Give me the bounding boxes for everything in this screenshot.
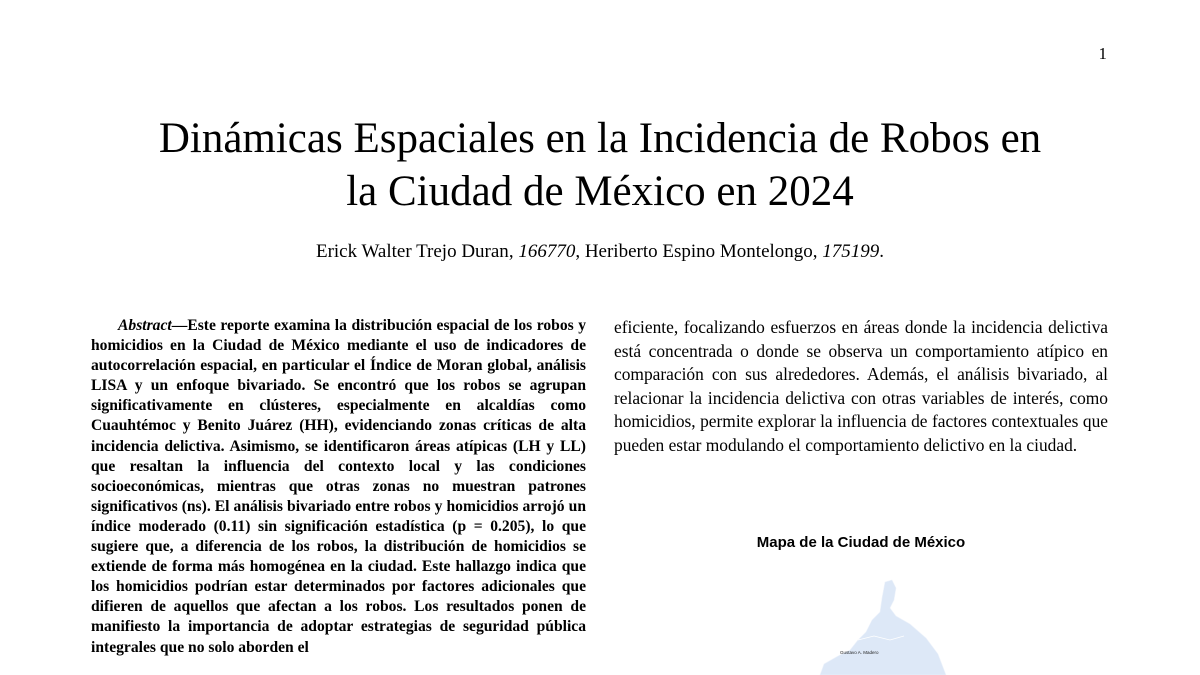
abstract — [91, 316, 586, 658]
paper-title — [0, 112, 1200, 218]
map-region-shape — [820, 580, 946, 675]
abstract-body: Este reporte examina la distribución espacial de los robos y homicidios en la Ciudad de México mediante el uso de indicadores de autocorrelación espacial, en particular el Índice de Moran global, análisis LISA y un enfoque bivariado. Se encontró que los robos se agrupan significativamente en clústeres, especialmente en alcaldías como Cuauhtémoc y Benito Juárez (HH), evidenciando zonas críticas de alta incidencia delictiva. Asimismo, se identificaron áreas atípicas (LH y LL) que resaltan la influencia del contexto local y las condiciones socioeconómicas, mientras que otras zonas no muestran patrones significativos (ns). El análisis bivariado entre robos y homicidios arrojó un índice moderado (0.11) sin significación estadística (p = 0.205), lo que sugiere que, a diferencia de los robos, la distribución de homicidios se extiende de forma más homogénea en la ciudad. Este hallazgo indica que los homicidios podrían estar determinados por factores adicionales que difieren de aquellos que afectan a los robos. Los resultados ponen de manifiesto la importancia de adoptar estrategias de seguridad pública integrales que no solo aborden el — [91, 317, 586, 656]
mexico-city-map — [800, 570, 960, 675]
paper-title-line-1: Dinámicas Espaciales en la Incidencia de Robos en — [158, 115, 1042, 162]
abstract-lead: Abstract — [118, 317, 172, 334]
body-paragraph: eficiente, focalizando esfuerzos en áreas donde la incidencia delictiva está concentrada o donde se observa un comportamiento atípico en comparación con sus alrededores. Además, el análisis bivariado, al relacionar la incidencia delictiva con otras variables de interés, como homicidios, permite explorar la influencia de factores contextuales que pueden estar modulando el comportamiento delictivo en la ciudad. — [614, 317, 1108, 455]
author-id-1: 166770 — [518, 241, 576, 262]
paper-title-line-2: la Ciudad de México en 2024 — [346, 168, 854, 215]
map-region-label: Gustavo A. Madero — [840, 650, 879, 655]
author-name-1: Erick Walter Trejo Duran — [315, 241, 509, 262]
figure-title: Mapa de la Ciudad de México — [756, 534, 966, 551]
abstract-dash: — — [171, 317, 188, 334]
author-line: Erick Walter Trejo Duran, 166770, Heriberto Espino Montelongo, 175199. — [315, 241, 885, 262]
author-name-2: Heriberto Espino Montelongo — [584, 241, 813, 262]
author-id-2: 175199 — [822, 241, 880, 262]
page-number: 1 — [1098, 44, 1107, 63]
